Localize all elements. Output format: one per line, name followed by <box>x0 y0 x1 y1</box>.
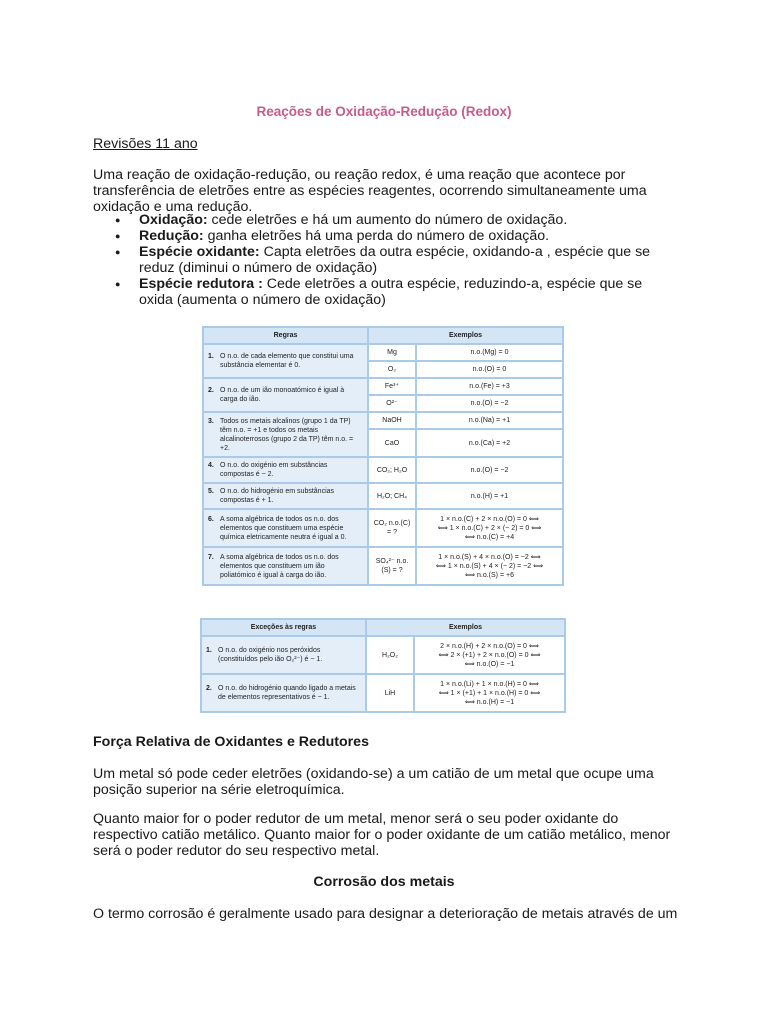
rule-cell: 4. O n.o. do oxigénio em substâncias compostas é − 2. <box>203 457 368 483</box>
example-cell: H₂O₂ <box>366 636 414 674</box>
result-cell: 1 × n.o.(S) + 4 × n.o.(O) = −2 ⟺ ⟺ 1 × n.o.(S) + 4 × (− 2) = −2 ⟺ ⟺ n.o.(S) = +6 <box>416 547 563 585</box>
example-cell: NaOH <box>368 412 416 429</box>
section-heading: Força Relativa de Oxidantes e Redutores <box>93 734 369 750</box>
definition-term: Espécie oxidante: <box>139 244 260 260</box>
result-cell: n.o.(O) = 0 <box>416 361 563 378</box>
example-cell: Fe³⁺ <box>368 378 416 395</box>
result-cell: n.o.(Mg) = 0 <box>416 344 563 361</box>
table-header-row <box>201 619 565 636</box>
example-cell: CO₂; H₂O <box>368 457 416 483</box>
subtitle: Revisões 11 ano <box>93 136 198 152</box>
table-header-row <box>203 327 563 344</box>
rules-table <box>202 326 564 586</box>
definitions-list <box>93 212 653 308</box>
example-cell: O₂ <box>368 361 416 378</box>
example-cell: CaO <box>368 429 416 457</box>
result-cell: 2 × n.o.(H) + 2 × n.o.(O) = 0 ⟺ ⟺ 2 × (+1) + 2 × n.o.(O) = 0 ⟺ ⟺ n.o.(O) = −1 <box>414 636 565 674</box>
result-cell: n.o.(Fe) = +3 <box>416 378 563 395</box>
table-row <box>201 636 565 674</box>
definition-item <box>93 212 653 228</box>
example-cell: O²⁻ <box>368 395 416 412</box>
result-cell: n.o.(O) = −2 <box>416 395 563 412</box>
header-rules: Regras <box>203 327 368 344</box>
rule-cell: 2. O n.o. de um ião monoatómico é igual à carga do ião. <box>203 378 368 412</box>
table-row <box>201 674 565 712</box>
exceptions-table <box>200 618 566 713</box>
example-cell: SO₄²⁻ n.o.(S) = ? <box>368 547 416 585</box>
intro-paragraph: Uma reação de oxidação-redução, ou reação redox, é uma reação que acontece por transferência de eletrões entre as espécies reagentes, ocorrendo simultaneamente uma oxidação e uma redução. <box>93 167 647 215</box>
table-row <box>203 344 563 361</box>
rule-cell: 7. A soma algébrica de todos os n.o. dos elementos que constituem um ião poliatómico é igual à carga do ião. <box>203 547 368 585</box>
document-title: Reações de Oxidação-Redução (Redox) <box>256 104 512 119</box>
definition-text: Capta eletrões da outra espécie, oxidando-a , espécie que se reduz (diminui o número de oxidação) <box>139 244 651 276</box>
table-row <box>203 483 563 509</box>
definition-text: ganha eletrões há uma perda do número de oxidação. <box>203 228 550 244</box>
rule-cell: 5. O n.o. do hidrogénio em substâncias compostas é + 1. <box>203 483 368 509</box>
header-exceptions: Exceções às regras <box>201 619 366 636</box>
result-cell: n.o.(Na) = +1 <box>416 412 563 429</box>
rule-cell: 2. O n.o. do hidrogénio quando ligado a metais de elementos representativos é − 1. <box>201 674 366 712</box>
rule-cell: 1. O n.o. do oxigénio nos peróxidos (constituídos pelo ião O₂²⁻) é − 1. <box>201 636 366 674</box>
example-cell: LiH <box>366 674 414 712</box>
section-paragraph: Quanto maior for o poder redutor de um metal, menor será o seu poder oxidante do respectivo catião metálico. Quanto maior for o poder oxidante de um catião metálico, menor será o poder redutor do seu respectivo metal. <box>93 811 671 859</box>
header-examples: Exemplos <box>366 619 565 636</box>
result-cell: 1 × n.o.(C) + 2 × n.o.(O) = 0 ⟺ ⟺ 1 × n.o.(C) + 2 × (− 2) = 0 ⟺ ⟺ n.o.(C) = +4 <box>416 509 563 547</box>
table-row <box>203 509 563 547</box>
header-examples: Exemplos <box>368 327 563 344</box>
section-paragraph: O termo corrosão é geralmente usado para designar a deterioração de metais através de um <box>93 906 678 922</box>
definition-text: cede eletrões e há um aumento do número de oxidação. <box>207 212 568 228</box>
definition-term: Oxidação: <box>139 212 208 228</box>
definition-item <box>93 244 653 276</box>
result-cell: 1 × n.o.(Li) + 1 × n.o.(H) = 0 ⟺ ⟺ 1 × (+1) + 1 × n.o.(H) = 0 ⟺ ⟺ n.o.(H) = −1 <box>414 674 565 712</box>
rule-cell: 6. A soma algébrica de todos os n.o. dos elementos que constituem uma espécie química eletricamente neutra é igual a 0. <box>203 509 368 547</box>
table-row <box>203 457 563 483</box>
table-row <box>203 378 563 395</box>
definition-term: Espécie redutora : <box>139 276 263 292</box>
example-cell: H₂O; CH₄ <box>368 483 416 509</box>
result-cell: n.o.(Ca) = +2 <box>416 429 563 457</box>
table-row <box>203 547 563 585</box>
rule-cell: 1. O n.o. de cada elemento que constitui uma substância elementar é 0. <box>203 344 368 378</box>
table-row <box>203 412 563 429</box>
example-cell: Mg <box>368 344 416 361</box>
definition-item <box>93 276 653 308</box>
definition-text: Cede eletrões a outra espécie, reduzindo-a, espécie que se oxida (aumenta o número de oxidação) <box>139 276 643 308</box>
section-heading: Corrosão dos metais <box>313 874 455 890</box>
result-cell: n.o.(H) = +1 <box>416 483 563 509</box>
rule-cell: 3. Todos os metais alcalinos (grupo 1 da TP) têm n.o. = +1 e todos os metais alcalinoterrosos (grupo 2 da TP) têm n.o. = +2. <box>203 412 368 457</box>
result-cell: n.o.(O) = −2 <box>416 457 563 483</box>
definition-item <box>93 228 653 244</box>
example-cell: CO₂ n.o.(C) = ? <box>368 509 416 547</box>
section-paragraph: Um metal só pode ceder eletrões (oxidando-se) a um catião de um metal que ocupe uma posição superior na série eletroquímica. <box>93 766 654 798</box>
definition-term: Redução: <box>139 228 204 244</box>
